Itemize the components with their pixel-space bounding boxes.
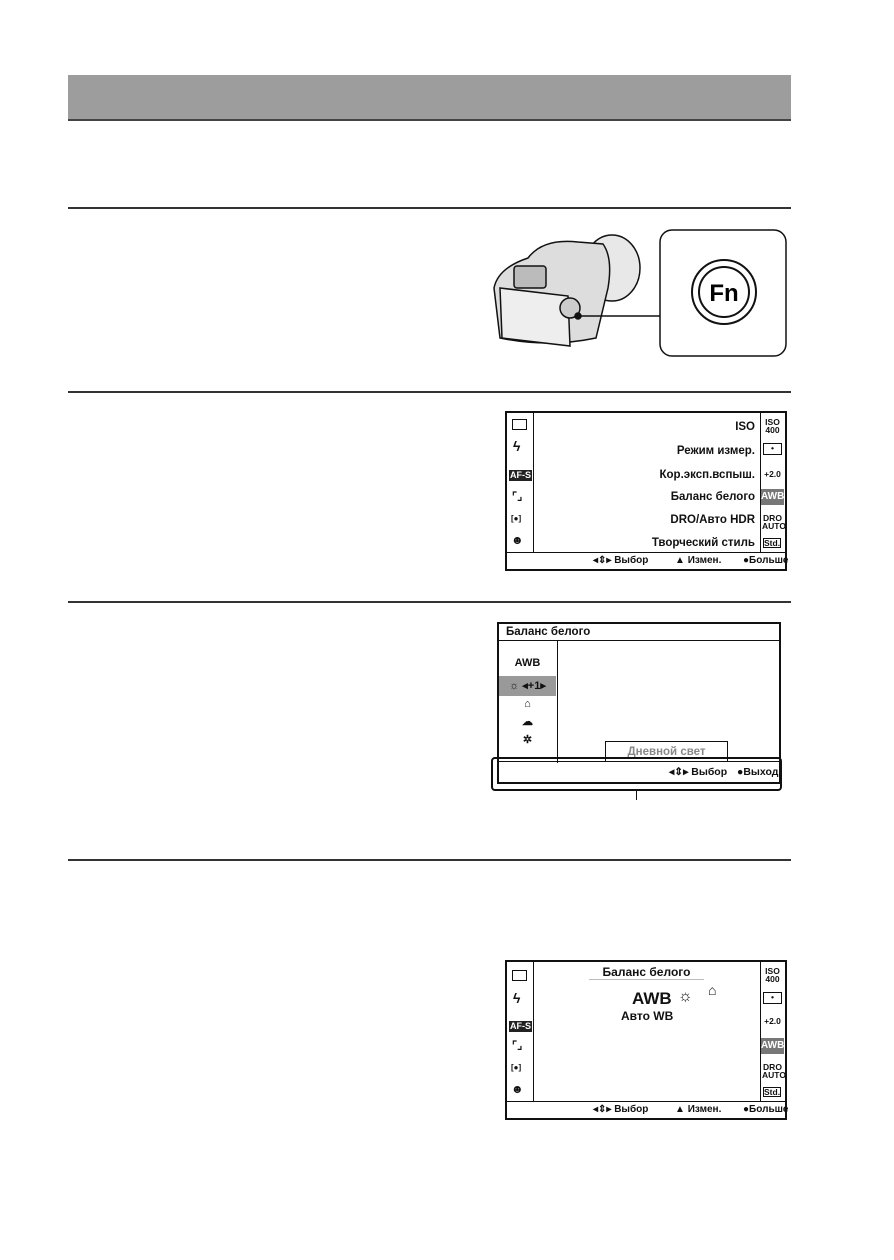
menu-item-flash-comp[interactable]: Кор.эксп.вспыш. [659, 469, 755, 481]
dial-icon: ▲ [675, 1104, 685, 1115]
face-detect-icon: [●] [511, 514, 522, 523]
menu-item-creative-style[interactable]: Творческий стиль [651, 537, 755, 549]
camera-illustration [488, 228, 788, 360]
function-menu-screen [505, 411, 787, 571]
fn-button-icon [692, 260, 756, 324]
af-s-icon: AF-S [510, 470, 531, 480]
wb-select-hint: ◂⇕▸ Выбор [669, 766, 728, 778]
awb-icon: AWB [761, 489, 784, 505]
flash-icon: ϟ [513, 438, 521, 454]
section-header-bar [68, 75, 791, 121]
menu-item-iso[interactable]: ISO [735, 421, 755, 433]
wb-item-awb[interactable]: AWB [514, 657, 541, 669]
menu-item-white-balance[interactable]: Баланс белого [670, 491, 755, 503]
smile-off-icon: ☻ [511, 533, 524, 547]
dro-auto-icon: DRO AUTO [762, 1062, 786, 1080]
left-icon-column [507, 413, 534, 552]
select-hint: ◂⇕▸ Выбор [593, 1104, 649, 1115]
left-icon-column-2 [507, 962, 534, 1101]
dot-icon: ● [743, 555, 750, 566]
change-hint: ▲ Измен. [675, 1104, 722, 1115]
dot-icon: ● [737, 766, 744, 778]
metering-icon: • [763, 992, 782, 1004]
more-hint: ●Больше [743, 555, 789, 566]
callout-frame [491, 757, 782, 791]
menu-item-dro-hdr[interactable]: DRO/Авто HDR [670, 514, 755, 526]
arrows-icon: ◂⇕▸ [593, 1104, 612, 1115]
fn-button-label: Fn [709, 280, 739, 307]
style-std-icon: Std. [764, 1087, 781, 1097]
more-hint: ●Больше [743, 1104, 789, 1115]
wb-set-bar [507, 1101, 789, 1118]
arrows-icon: ◂⇕▸ [593, 555, 612, 566]
flash-icon: ϟ [513, 990, 521, 1006]
wb-item-daylight[interactable]: ☼ ◂+1▸ [499, 676, 556, 696]
right-icon-column [760, 413, 785, 552]
face-detect-icon: [●] [511, 1063, 522, 1072]
metering-icon: • [763, 443, 782, 455]
change-hint: ▲ Измен. [675, 555, 722, 566]
shade-icon[interactable]: ⌂ [524, 698, 531, 710]
wb-awb-label: AWB [632, 989, 672, 1008]
frame-icon [512, 970, 527, 981]
style-std-icon: Std. [764, 538, 781, 548]
menu-item-metering[interactable]: Режим измер. [676, 445, 755, 457]
divider-4 [68, 859, 791, 861]
awb-icon: AWB [761, 1038, 784, 1054]
af-area-icon: ⌜⌟ [512, 491, 523, 503]
function-menu-bar [507, 552, 789, 569]
dot-icon: ● [743, 1104, 750, 1115]
camera-body-icon [494, 235, 640, 346]
wb-list [499, 641, 558, 763]
tungsten-icon[interactable]: ✲ [522, 734, 533, 746]
dial-icon: ▲ [675, 555, 685, 566]
divider-2 [68, 391, 791, 393]
arrows-icon: ◂⇕▸ [669, 766, 689, 778]
select-hint: ◂⇕▸ Выбор [593, 555, 649, 566]
right-icon-column-2 [760, 962, 785, 1101]
divider-3 [68, 601, 791, 603]
wb-exit-hint: ●Выход [737, 766, 779, 778]
af-area-icon: ⌜⌟ [512, 1040, 523, 1052]
cloudy-icon[interactable]: ☁ [522, 716, 533, 728]
af-s-icon: AF-S [510, 1021, 531, 1031]
wb-set-title: Баланс белого [589, 965, 704, 980]
flash-comp-icon: +2.0 [764, 469, 781, 479]
dro-auto-icon: DRO AUTO [762, 513, 786, 531]
shade-icon: ⌂ [708, 982, 717, 998]
wb-set-screen [505, 960, 787, 1120]
smile-off-icon: ☻ [511, 1082, 524, 1096]
sun-icon: ☼ [509, 680, 520, 692]
wb-auto-label: Авто WB [621, 1009, 674, 1023]
sun-icon: ☼ [678, 988, 693, 1005]
divider-1 [68, 207, 791, 209]
iso-icon: ISO 400 [765, 417, 780, 435]
wb-selected-label: Дневной свет [605, 741, 728, 761]
iso-icon: ISO 400 [765, 966, 780, 984]
flash-comp-icon: +2.0 [764, 1016, 781, 1026]
callout-line [636, 791, 637, 800]
frame-icon [512, 419, 527, 430]
wb-title: Баланс белого [499, 624, 779, 641]
